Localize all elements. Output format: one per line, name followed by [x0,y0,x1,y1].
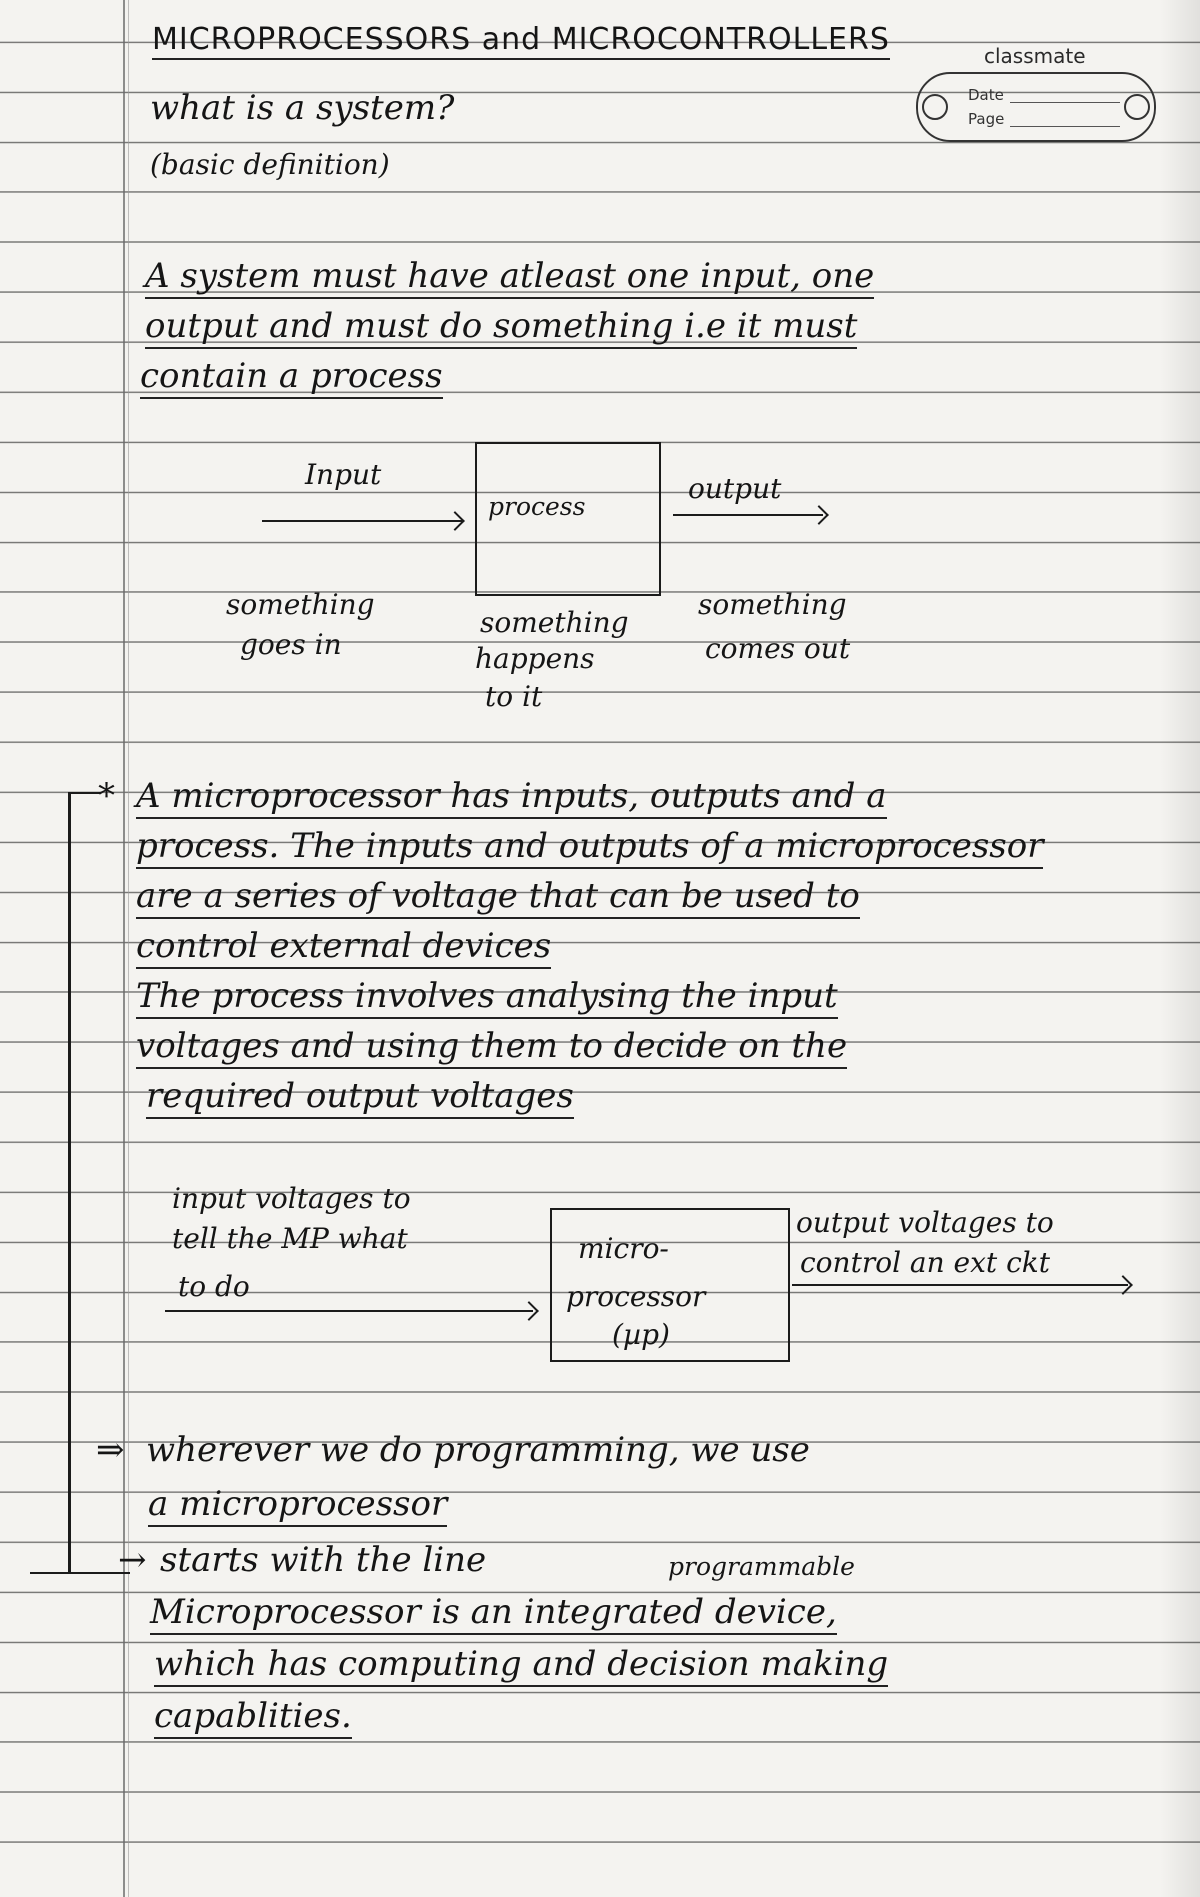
arrow-right-icon [445,511,465,531]
diagram2-output-line-2: control an ext ckt [800,1246,1050,1279]
date-page-box [916,72,1156,142]
bracket-top [70,792,100,794]
diagram1-process-label: process [488,492,586,521]
curl-right-icon [1124,94,1150,120]
page-rule [1010,126,1120,127]
diagram1-output-caption-2: comes out [705,632,851,665]
page-label: Page [968,110,1005,128]
page-title: MICROPROCESSORS and MICROCONTROLLERS [152,22,890,60]
diagram1-input-caption-2: goes in [240,628,342,661]
arrow-right-icon [809,505,829,525]
arrow-right-icon [519,1301,539,1321]
bracket-vertical [68,792,71,1572]
diagram2-box-line-1: micro- [578,1232,669,1265]
diagram2-output-line-1: output voltages to [796,1206,1054,1239]
page-edge-shadow [1160,0,1200,1897]
margin-line-inner [128,0,129,1897]
diagram2-input-line-3: to do [178,1270,250,1303]
bracket-bottom [30,1572,130,1574]
question-line-2: (basic definition) [150,148,390,181]
para3-line-1: wherever we do programming, we use [146,1430,810,1470]
arrow-right-icon [1113,1275,1133,1295]
date-label: Date [968,86,1004,104]
para2-line-7: required output voltages [146,1076,574,1119]
para4-line-2: Microprocessor is an integrated device, [150,1592,837,1635]
diagram2-input-arrow [165,1310,533,1312]
diagram1-output-caption-1: something [698,588,847,621]
para2-bullet: * [98,776,115,816]
diagram1-output-label: output [688,472,782,505]
diagram1-output-arrow [673,514,823,516]
curl-left-icon [922,94,948,120]
para2-line-2: process. The inputs and outputs of a microprocessor [136,826,1043,869]
para2-line-5: The process involves analysing the input [136,976,838,1019]
para3-arrow-icon: ⇒ [96,1430,125,1470]
diagram2-input-line-2: tell the MP what [172,1222,408,1255]
para2-line-6: voltages and using them to decide on the [136,1026,847,1069]
para2-line-3: are a series of voltage that can be used to [136,876,860,919]
diagram1-input-label: Input [305,458,382,491]
para1-line-1: A system must have atleast one input, one [145,256,874,299]
brand-logo: classmate [984,44,1086,68]
diagram1-process-caption-2: happens [475,642,595,675]
diagram1-process-caption-3: to it [485,680,543,713]
para1-line-3: contain a process [140,356,443,399]
diagram1-input-arrow [262,520,462,522]
diagram1-process-caption-1: something [480,606,629,639]
margin-line [123,0,125,1897]
diagram2-output-arrow [792,1284,1128,1286]
para4-line-4: capablities. [154,1696,352,1739]
diagram2-box-line-3: (µp) [612,1318,670,1351]
para4-insert-programmable: programmable [668,1552,855,1581]
diagram2-input-line-1: input voltages to [172,1182,411,1215]
para2-line-1: A microprocessor has inputs, outputs and a [136,776,887,819]
para4-arrow-icon: → [118,1540,147,1580]
para4-line-1: starts with the line [160,1540,487,1580]
diagram2-box-line-2: processor [566,1280,706,1313]
para1-line-2: output and must do something i.e it must [145,306,857,349]
para4-line-3: which has computing and decision making [154,1644,888,1687]
para2-line-4: control external devices [136,926,551,969]
question-line-1: what is a system? [150,88,455,128]
diagram1-input-caption-1: something [226,588,375,621]
para3-line-2: a microprocessor [148,1484,447,1527]
date-rule [1010,102,1120,103]
